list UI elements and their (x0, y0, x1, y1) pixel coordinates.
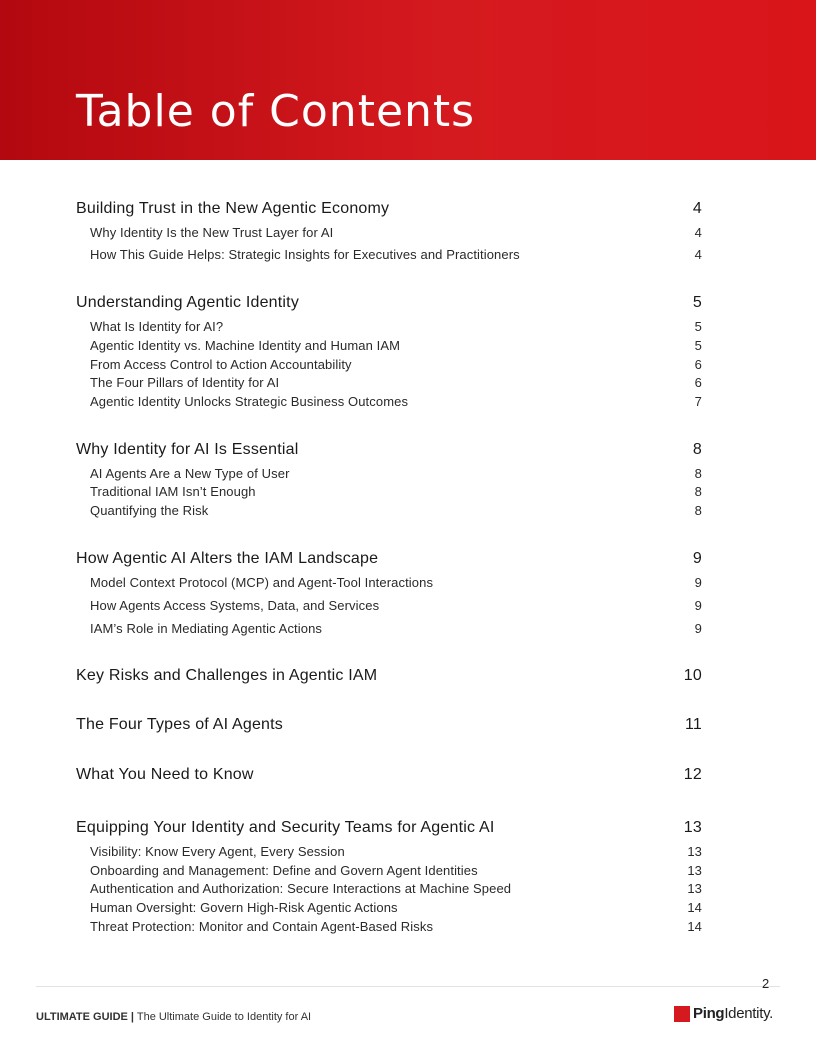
toc-page-number: 5 (692, 294, 702, 311)
toc-page-number: 13 (683, 819, 702, 836)
toc-subsection[interactable] (76, 598, 702, 613)
toc-page-number: 5 (694, 338, 702, 353)
toc-subsection-title: The Four Pillars of Identity for AI (90, 375, 280, 390)
toc-subsection-title: Agentic Identity vs. Machine Identity and Human IAM (90, 338, 401, 353)
toc-page-number: 8 (694, 466, 702, 481)
logo-text-bold: Ping (693, 1005, 725, 1022)
page-title: Table of Contents (76, 86, 476, 137)
toc-section[interactable] (76, 766, 702, 784)
toc-section[interactable] (76, 819, 702, 837)
toc-subsection-title: Quantifying the Risk (90, 503, 209, 518)
toc-subsection[interactable] (76, 375, 702, 390)
toc-section[interactable] (76, 550, 702, 568)
toc-page-number: 9 (692, 550, 702, 567)
toc-page-number: 9 (694, 598, 702, 613)
toc-section-title: Why Identity for AI Is Essential (76, 441, 299, 458)
toc-page-number: 5 (694, 319, 702, 334)
toc-subsection[interactable] (76, 863, 702, 878)
toc-subsection[interactable] (76, 319, 702, 334)
toc-subsection-title: IAM’s Role in Mediating Agentic Actions (90, 621, 323, 636)
toc-section-title: Equipping Your Identity and Security Teams for Agentic AI (76, 819, 495, 836)
toc-subsection[interactable] (76, 357, 702, 372)
toc-page-number: 13 (687, 863, 702, 878)
toc-subsection-title: How Agents Access Systems, Data, and Services (90, 598, 380, 613)
toc-page-number: 4 (694, 247, 702, 262)
toc-subsection[interactable] (76, 503, 702, 518)
toc-page-number: 9 (694, 621, 702, 636)
toc-page-number: 12 (683, 766, 702, 783)
toc-page-number: 9 (694, 575, 702, 590)
toc-page-number: 14 (687, 900, 702, 915)
toc-section-title: How Agentic AI Alters the IAM Landscape (76, 550, 379, 567)
footer-label-rest: The Ultimate Guide to Identity for AI (134, 1011, 312, 1023)
toc-subsection[interactable] (76, 338, 702, 353)
toc-section-title: Building Trust in the New Agentic Economy (76, 200, 390, 217)
logo-text-light: Identity. (724, 1005, 774, 1022)
toc-page-number: 13 (687, 844, 702, 859)
toc-subsection[interactable] (76, 225, 702, 240)
toc-section-title: The Four Types of AI Agents (76, 716, 284, 733)
toc-subsection-title: Human Oversight: Govern High-Risk Agentic Actions (90, 900, 398, 915)
toc-subsection-title: Why Identity Is the New Trust Layer for AI (90, 225, 334, 240)
ping-identity-logo (674, 1005, 773, 1022)
toc-section-title: What You Need to Know (76, 766, 254, 783)
toc-subsection-title: How This Guide Helps: Strategic Insights for Executives and Practitioners (90, 247, 520, 262)
toc-page-number: 4 (694, 225, 702, 240)
toc-subsection-title: Model Context Protocol (MCP) and Agent-Tool Interactions (90, 575, 434, 590)
toc-section-title: Key Risks and Challenges in Agentic IAM (76, 667, 378, 684)
footer-divider (36, 986, 780, 987)
toc-subsection-title: What Is Identity for AI? (90, 319, 224, 334)
toc-page-number: 14 (687, 919, 702, 934)
toc-subsection[interactable] (76, 466, 702, 481)
toc-page-number: 6 (694, 357, 702, 372)
toc-subsection[interactable] (76, 881, 702, 896)
toc-section[interactable] (76, 441, 702, 459)
toc-section[interactable] (76, 667, 702, 685)
page-number: 2 (762, 976, 770, 991)
toc-page-number: 6 (694, 375, 702, 390)
toc-subsection[interactable] (76, 844, 702, 859)
toc-subsection-title: Traditional IAM Isn’t Enough (90, 484, 256, 499)
toc-subsection[interactable] (76, 575, 702, 590)
toc-subsection-title: Threat Protection: Monitor and Contain Agent-Based Risks (90, 919, 434, 934)
toc-page-number: 8 (694, 503, 702, 518)
toc-subsection-title: Authentication and Authorization: Secure Interactions at Machine Speed (90, 881, 512, 896)
toc-section-title: Understanding Agentic Identity (76, 294, 300, 311)
toc-section[interactable] (76, 716, 702, 734)
toc-page-number: 8 (692, 441, 702, 458)
toc-subsection[interactable] (76, 247, 702, 262)
toc-subsection-title: Agentic Identity Unlocks Strategic Business Outcomes (90, 394, 409, 409)
toc-subsection-title: Visibility: Know Every Agent, Every Session (90, 844, 345, 859)
toc-page-number: 8 (694, 484, 702, 499)
toc-subsection[interactable] (76, 919, 702, 934)
toc-section[interactable] (76, 200, 702, 218)
header-banner (0, 0, 816, 160)
toc-page-number: 10 (683, 667, 702, 684)
toc-subsection-title: From Access Control to Action Accountability (90, 357, 352, 372)
footer-label-bold: ULTIMATE GUIDE | (36, 1011, 134, 1023)
toc-subsection[interactable] (76, 900, 702, 915)
toc-subsection-title: AI Agents Are a New Type of User (90, 466, 290, 481)
toc-page-number: 11 (684, 716, 702, 733)
toc-page-number: 13 (687, 881, 702, 896)
footer-label (36, 1011, 311, 1023)
toc-subsection-title: Onboarding and Management: Define and Govern Agent Identities (90, 863, 478, 878)
toc-section[interactable] (76, 294, 702, 312)
toc-subsection[interactable] (76, 484, 702, 499)
logo-square-icon (674, 1006, 690, 1022)
logo-text (693, 1005, 773, 1022)
toc-page-number: 7 (694, 394, 702, 409)
toc-page-number: 4 (692, 200, 702, 217)
toc-subsection[interactable] (76, 394, 702, 409)
toc-subsection[interactable] (76, 621, 702, 636)
